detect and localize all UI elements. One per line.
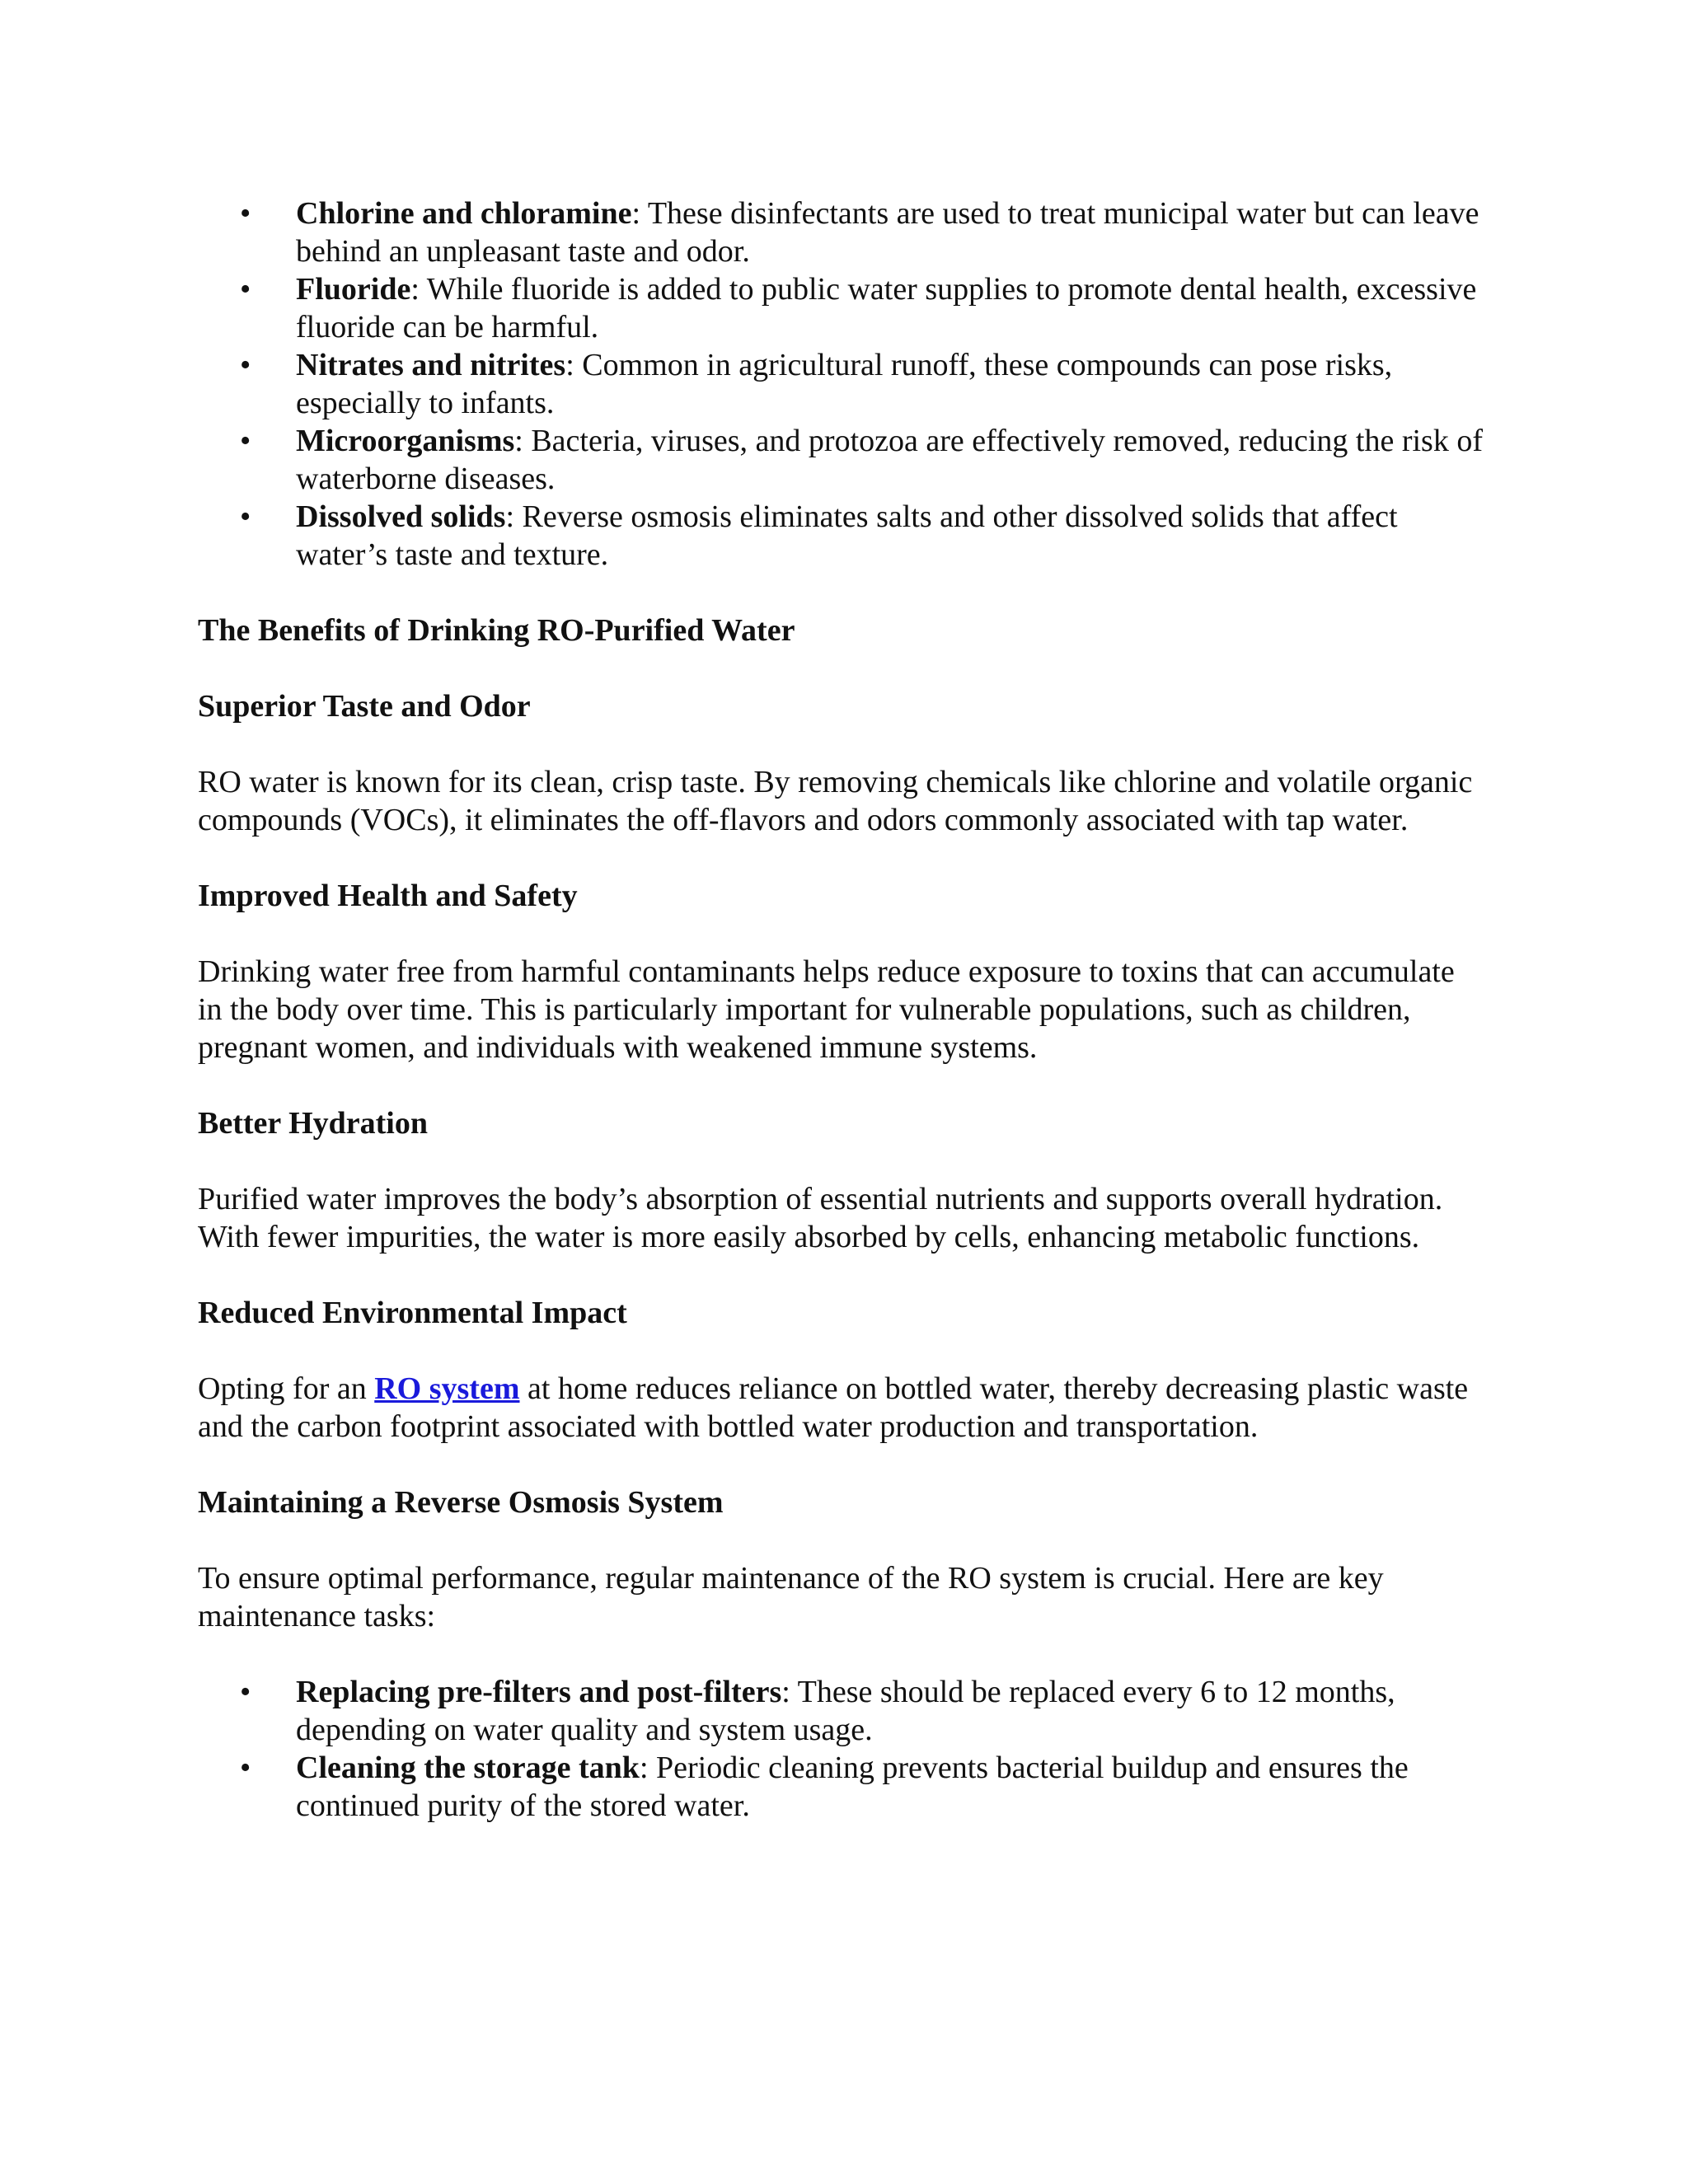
list-item-text: : These should be replaced every 6 to 12 months, depending on water quality and system usage. xyxy=(296,1675,1395,1747)
maintenance-heading: Maintaining a Reverse Osmosis System xyxy=(198,1485,724,1520)
list-item-text: : Common in agricultural runoff, these compounds can pose risks, especially to infants. xyxy=(296,348,1393,420)
environment-text-before: Opting for an xyxy=(198,1371,375,1406)
bullet-icon: • xyxy=(240,499,251,534)
list-item xyxy=(198,346,1484,422)
list-item-term: Replacing pre-filters and post-filters xyxy=(296,1675,782,1709)
bullet-icon: • xyxy=(240,196,251,231)
list-item-term: Cleaning the storage tank xyxy=(296,1750,640,1785)
list-item-term: Chlorine and chloramine xyxy=(296,196,632,231)
list-item-term: Microorganisms xyxy=(296,424,515,458)
list-item-text: : These disinfectants are used to treat municipal water but can leave behind an unpleasant taste and odor. xyxy=(296,196,1479,269)
bullet-icon: • xyxy=(240,272,251,307)
hydration-paragraph: Purified water improves the body’s absorption of essential nutrients and supports overall hydration. With fewer impurities, the water is more easily absorbed by cells, enhancing metabolic functions. xyxy=(198,1182,1443,1254)
list-item xyxy=(198,422,1484,498)
health-paragraph: Drinking water free from harmful contaminants helps reduce exposure to toxins that can accumulate in the body over time. This is particularly important for vulnerable populations, such as children, pregnant women, and individuals with weakened immune systems. xyxy=(198,954,1455,1065)
taste-paragraph: RO water is known for its clean, crisp taste. By removing chemicals like chlorine and volatile organic compounds (VOCs), it eliminates the off-flavors and odors commonly associated with tap water. xyxy=(198,765,1473,837)
list-item-term: Nitrates and nitrites xyxy=(296,348,566,382)
list-item-text: : While fluoride is added to public water supplies to promote dental health, excessive fluoride can be harmful. xyxy=(296,272,1477,344)
list-item xyxy=(198,1673,1484,1749)
health-heading: Improved Health and Safety xyxy=(198,879,578,913)
list-item xyxy=(198,498,1484,574)
ro-system-link[interactable]: RO system xyxy=(374,1371,520,1406)
list-item-term: Fluoride xyxy=(296,272,411,307)
environment-text-after: at home reduces reliance on bottled water, thereby decreasing plastic waste and the carbon footprint associated with bottled water production and transportation. xyxy=(198,1371,1469,1444)
bullet-icon: • xyxy=(240,348,251,382)
list-item xyxy=(198,270,1484,346)
list-item-term: Dissolved solids xyxy=(296,499,506,534)
bullet-icon: • xyxy=(240,424,251,458)
list-item xyxy=(198,1749,1484,1825)
hydration-heading: Better Hydration xyxy=(198,1106,428,1141)
maintenance-paragraph: To ensure optimal performance, regular maintenance of the RO system is crucial. Here are key maintenance tasks: xyxy=(198,1561,1384,1633)
list-item-text: : Reverse osmosis eliminates salts and other dissolved solids that affect water’s taste and texture. xyxy=(296,499,1398,572)
benefits-heading: The Benefits of Drinking RO-Purified Water xyxy=(198,613,795,648)
list-item xyxy=(198,194,1484,270)
contaminant-list xyxy=(198,194,1484,574)
list-item-text: : Bacteria, viruses, and protozoa are effectively removed, reducing the risk of waterborne diseases. xyxy=(296,424,1483,496)
environment-paragraph xyxy=(198,1370,1484,1446)
environment-heading: Reduced Environmental Impact xyxy=(198,1296,627,1330)
list-item-text: : Periodic cleaning prevents bacterial buildup and ensures the continued purity of the stored water. xyxy=(296,1750,1409,1823)
taste-heading: Superior Taste and Odor xyxy=(198,689,531,724)
bullet-icon: • xyxy=(240,1750,251,1785)
maintenance-list xyxy=(198,1673,1484,1825)
document-page xyxy=(198,194,1484,1825)
bullet-icon: • xyxy=(240,1675,251,1709)
